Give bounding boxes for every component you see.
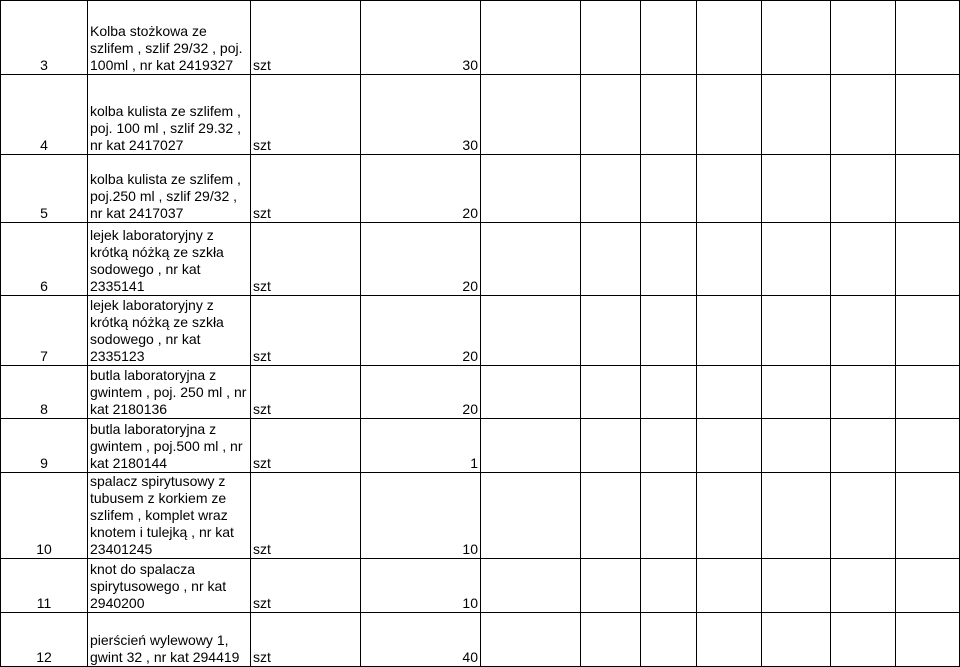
empty-cell xyxy=(697,559,762,613)
empty-cell xyxy=(581,75,641,155)
empty-cell xyxy=(481,473,581,559)
item-unit: szt xyxy=(251,296,361,366)
empty-cell xyxy=(896,296,960,366)
row-number: 4 xyxy=(1,75,88,155)
empty-cell xyxy=(697,75,762,155)
table-row xyxy=(1,419,960,473)
item-description: kolba kulista ze szlifem , poj. 100 ml , szlif 29.32 , nr kat 2417027 xyxy=(88,75,251,155)
empty-cell xyxy=(581,155,641,223)
empty-cell xyxy=(581,419,641,473)
row-number: 11 xyxy=(1,559,88,613)
empty-cell xyxy=(641,419,697,473)
empty-cell xyxy=(641,296,697,366)
empty-cell xyxy=(896,366,960,419)
empty-cell xyxy=(697,366,762,419)
table-row xyxy=(1,1,960,75)
empty-cell xyxy=(831,366,896,419)
empty-cell xyxy=(697,473,762,559)
item-description: butla laboratoryjna z gwintem , poj. 250 ml , nr kat 2180136 xyxy=(88,366,251,419)
item-unit: szt xyxy=(251,559,361,613)
row-number: 8 xyxy=(1,366,88,419)
empty-cell xyxy=(831,419,896,473)
empty-cell xyxy=(896,613,960,667)
empty-cell xyxy=(481,155,581,223)
item-unit: szt xyxy=(251,75,361,155)
empty-cell xyxy=(762,559,831,613)
table-row xyxy=(1,613,960,667)
empty-cell xyxy=(581,559,641,613)
item-description: lejek laboratoryjny z krótką nóżką ze szkła sodowego , nr kat 2335141 xyxy=(88,223,251,296)
empty-cell xyxy=(762,296,831,366)
empty-cell xyxy=(762,613,831,667)
empty-cell xyxy=(641,1,697,75)
empty-cell xyxy=(641,613,697,667)
empty-cell xyxy=(762,473,831,559)
item-description: spalacz spirytusowy z tubusem z korkiem ze szlifem , komplet wraz knotem i tulejką , nr kat 23401245 xyxy=(88,473,251,559)
empty-cell xyxy=(896,155,960,223)
empty-cell xyxy=(581,613,641,667)
item-quantity: 30 xyxy=(361,75,481,155)
empty-cell xyxy=(641,366,697,419)
empty-cell xyxy=(831,1,896,75)
table-row xyxy=(1,223,960,296)
item-quantity: 20 xyxy=(361,223,481,296)
item-unit: szt xyxy=(251,1,361,75)
empty-cell xyxy=(481,223,581,296)
empty-cell xyxy=(697,296,762,366)
item-unit: szt xyxy=(251,366,361,419)
empty-cell xyxy=(831,473,896,559)
item-quantity: 10 xyxy=(361,559,481,613)
empty-cell xyxy=(762,75,831,155)
item-quantity: 20 xyxy=(361,366,481,419)
table-row xyxy=(1,473,960,559)
row-number: 6 xyxy=(1,223,88,296)
item-description: pierścień wylewowy 1, gwint 32 , nr kat 294419 xyxy=(88,613,251,667)
empty-cell xyxy=(896,75,960,155)
row-number: 12 xyxy=(1,613,88,667)
empty-cell xyxy=(641,559,697,613)
empty-cell xyxy=(831,223,896,296)
empty-cell xyxy=(697,613,762,667)
item-unit: szt xyxy=(251,223,361,296)
empty-cell xyxy=(641,223,697,296)
empty-cell xyxy=(831,296,896,366)
empty-cell xyxy=(896,1,960,75)
empty-cell xyxy=(581,473,641,559)
empty-cell xyxy=(697,155,762,223)
item-description: Kolba stożkowa ze szlifem , szlif 29/32 , poj. 100ml , nr kat 2419327 xyxy=(88,1,251,75)
item-description: lejek laboratoryjny z krótką nóżką ze szkła sodowego , nr kat 2335123 xyxy=(88,296,251,366)
table-row xyxy=(1,155,960,223)
row-number: 9 xyxy=(1,419,88,473)
empty-cell xyxy=(831,75,896,155)
item-unit: szt xyxy=(251,419,361,473)
empty-cell xyxy=(581,296,641,366)
empty-cell xyxy=(641,75,697,155)
empty-cell xyxy=(697,223,762,296)
table-row xyxy=(1,366,960,419)
empty-cell xyxy=(481,613,581,667)
table-row xyxy=(1,559,960,613)
empty-cell xyxy=(762,419,831,473)
row-number: 7 xyxy=(1,296,88,366)
empty-cell xyxy=(896,419,960,473)
empty-cell xyxy=(762,1,831,75)
item-unit: szt xyxy=(251,613,361,667)
item-unit: szt xyxy=(251,473,361,559)
empty-cell xyxy=(641,155,697,223)
empty-cell xyxy=(697,419,762,473)
empty-cell xyxy=(762,155,831,223)
empty-cell xyxy=(762,366,831,419)
row-number: 5 xyxy=(1,155,88,223)
empty-cell xyxy=(481,559,581,613)
table-row xyxy=(1,75,960,155)
empty-cell xyxy=(831,613,896,667)
item-quantity: 10 xyxy=(361,473,481,559)
empty-cell xyxy=(481,366,581,419)
empty-cell xyxy=(641,473,697,559)
empty-cell xyxy=(481,419,581,473)
empty-cell xyxy=(481,296,581,366)
empty-cell xyxy=(581,366,641,419)
empty-cell xyxy=(697,1,762,75)
empty-cell xyxy=(762,223,831,296)
empty-cell xyxy=(896,223,960,296)
empty-cell xyxy=(481,1,581,75)
empty-cell xyxy=(581,223,641,296)
item-quantity: 20 xyxy=(361,155,481,223)
item-unit: szt xyxy=(251,155,361,223)
item-quantity: 20 xyxy=(361,296,481,366)
item-quantity: 30 xyxy=(361,1,481,75)
item-quantity: 40 xyxy=(361,613,481,667)
empty-cell xyxy=(896,473,960,559)
item-description: knot do spalacza spirytusowego , nr kat 2940200 xyxy=(88,559,251,613)
row-number: 3 xyxy=(1,1,88,75)
item-quantity: 1 xyxy=(361,419,481,473)
empty-cell xyxy=(896,559,960,613)
empty-cell xyxy=(831,559,896,613)
empty-cell xyxy=(581,1,641,75)
item-description: kolba kulista ze szlifem , poj.250 ml , szlif 29/32 , nr kat 2417037 xyxy=(88,155,251,223)
empty-cell xyxy=(481,75,581,155)
empty-cell xyxy=(831,155,896,223)
table-row xyxy=(1,296,960,366)
row-number: 10 xyxy=(1,473,88,559)
item-description: butla laboratoryjna z gwintem , poj.500 ml , nr kat 2180144 xyxy=(88,419,251,473)
